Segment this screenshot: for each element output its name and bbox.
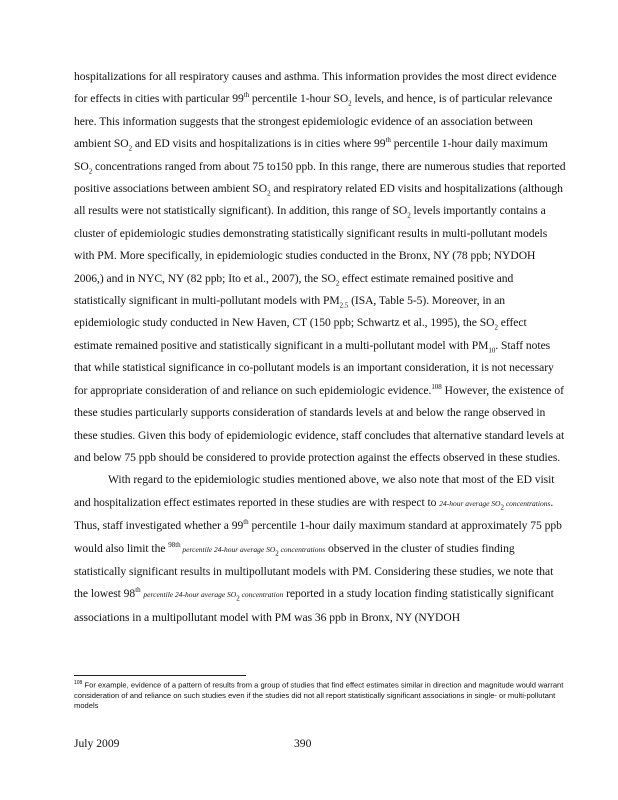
- body-paragraph: [74, 66, 566, 469]
- text-segment: levels, and hence, is of particular relevance here. This information suggests that the strongest epidemiologic evidence of an association between ambient SO: [74, 92, 553, 151]
- text-segment: hospitalizations for all respiratory causes and asthma. This information provides the most direct evidence for effects in cities with particular 99: [74, 70, 557, 106]
- subscript-text: 10: [488, 346, 496, 355]
- text-segment: and ED visits and hospitalizations is in cities where 99: [132, 137, 386, 151]
- footnote-marker: 108: [74, 680, 83, 686]
- text-segment: However, the existence of these studies particularly supports consideration of standards levels at and below the range observed in these studies. Given this body of epidemiologic evidence, staff concludes that alternative standard levels at and below 75 ppb should be considered to provide protection against the effects observed in these studies.: [74, 383, 565, 464]
- text-segment: . Thus, staff investigated whether a 99: [74, 495, 554, 533]
- text-segment: observed in the cluster of studies finding statistically significant results in multipollutant models with PM. Considering these studies, we note that the lowest 98: [74, 541, 554, 601]
- text-segment: percentile 24-hour average SO: [180, 544, 276, 554]
- superscript-text: 98: [168, 540, 176, 549]
- subscript-text: 2: [275, 548, 279, 557]
- superscript-text: th: [385, 136, 391, 145]
- text-segment: effect estimate remained positive and statistically significant in a multi-pollutant model with PM: [74, 316, 527, 352]
- subscript-text: 2: [500, 503, 504, 512]
- text-segment: percentile 1-hour daily maximum SO: [74, 137, 548, 173]
- footer-page-number: 390: [294, 737, 312, 750]
- text-segment: percentile 24-hour average SO: [143, 590, 237, 600]
- footnote: [74, 678, 568, 711]
- text-segment: effect estimate remained positive and statistically significant in multi-pollutant models with PM: [74, 271, 514, 308]
- superscript-text: th: [243, 91, 250, 100]
- subscript-text: 2: [267, 189, 271, 198]
- footnote-divider: [74, 675, 246, 676]
- subscript-text: 2.5: [339, 301, 349, 310]
- text-segment: concentrations: [503, 498, 551, 508]
- subscript-text: 2: [88, 166, 93, 175]
- superscript-text: th: [135, 586, 141, 595]
- subscript-text: 2: [407, 211, 411, 220]
- footnote-text: For example, evidence of a pattern of results from a group of studies that find effect estimates similar in direction and magnitude would warrant consideration of and reliance on such studies even if the studies did not all report statistically significant associations in single- or multi-pollutant models: [74, 680, 564, 710]
- text-segment: With regard to the epidemiologic studies mentioned above, we also note that most of the ED visit and hospitalization effect estimates reported in these studies are with respect to: [74, 473, 555, 509]
- text-segment: concentration: [239, 590, 284, 600]
- body-paragraph: [74, 469, 566, 629]
- subscript-text: 2: [494, 323, 498, 332]
- body-text: [74, 66, 566, 629]
- subscript-text: 2: [348, 99, 352, 108]
- text-segment: percentile 1-hour daily maximum standard at approximately 75 ppb would also limit the: [74, 519, 562, 555]
- text-segment: . Staff notes that while statistical significance in co-pollutant models is an important consideration, it is not necessary for appropriate consideration of and reliance on such epidemiologic evidence.: [74, 338, 554, 397]
- text-segment: 24-hour average SO: [439, 498, 501, 508]
- text-segment: and respiratory related ED visits and hospitalizations (although all results were not statistically significant). In addition, this range of SO: [74, 182, 563, 218]
- subscript-text: 2: [335, 278, 340, 287]
- text-segment: concentrations: [278, 544, 326, 554]
- subscript-text: 2: [128, 144, 133, 153]
- text-segment: reported in a study location finding statistically significant associations in a multipollutant model with PM was 36 ppb in Bronx, NY (NYDOH: [74, 587, 554, 624]
- superscript-text: 108: [431, 382, 442, 391]
- text-segment: percentile 1-hour SO: [249, 92, 349, 106]
- superscript-text: th: [243, 518, 249, 527]
- footer-date: July 2009: [74, 737, 120, 750]
- subscript-text: 2: [236, 594, 240, 603]
- text-segment: concentrations ranged from about 75 to150 ppb. In this range, there are numerous studies that reported positive associations between ambient SO: [74, 159, 566, 196]
- superscript-text: th: [175, 540, 181, 549]
- text-segment: levels importantly contains a cluster of epidemiologic studies demonstrating statistically significant results in multi-pollutant models with PM. More specifically, in epidemiologic studies conducted in the Bronx, NY (78 ppb; NYDOH 2006,) and in NYC, NY (82 ppb; Ito et al., 2007), the SO: [74, 204, 548, 285]
- text-segment: (ISA, Table 5-5). Moreover, in an epidemiologic study conducted in New Haven, CT (150 ppb; Schwartz et al., 1995), the SO: [74, 294, 506, 330]
